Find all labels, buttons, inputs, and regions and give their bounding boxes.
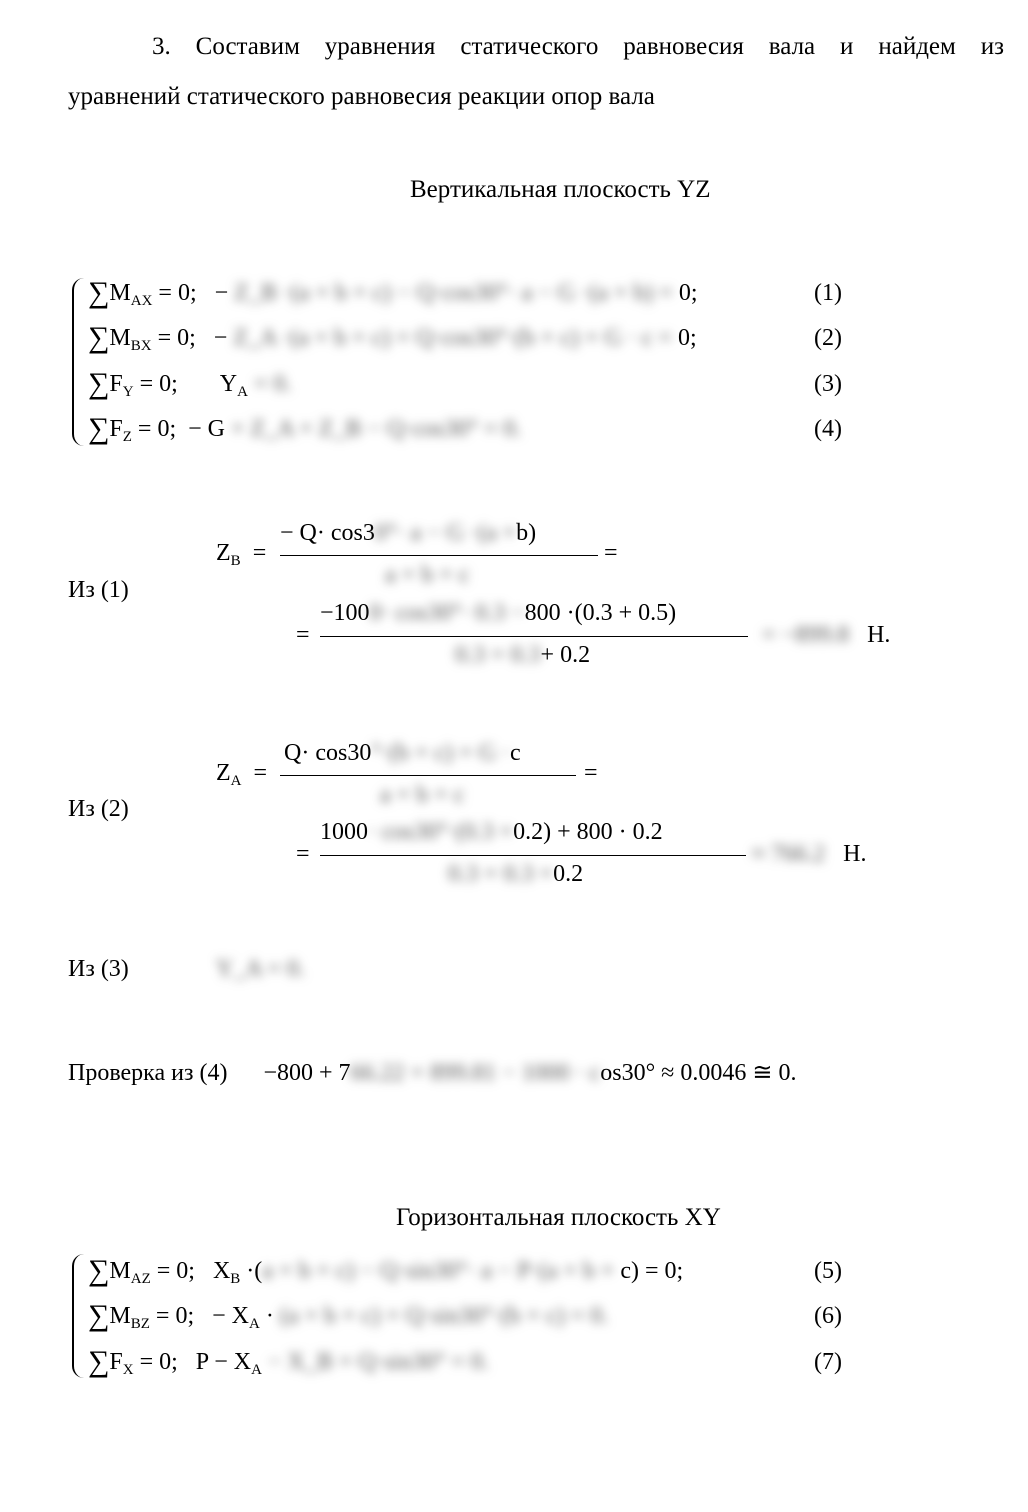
check-end: os30° ≈ 0.0046 ≅ 0. — [600, 1060, 797, 1086]
check-start: −800 + 7 — [263, 1060, 351, 1086]
lhs-subscript: Z — [122, 429, 132, 445]
equation-3 — [88, 367, 292, 401]
blurred-text: = −899.8 — [762, 622, 850, 648]
sum-symbol: ∑ — [88, 1254, 110, 1287]
sum-symbol: ∑ — [88, 412, 110, 445]
blurred-text: °·(b + c) + G · — [371, 740, 510, 766]
equation-number-6: (6) — [814, 1303, 842, 1329]
equals-zero: = 0; — [139, 1349, 178, 1375]
lhs-symbol: M — [109, 325, 131, 351]
lhs-symbol: M — [109, 1303, 131, 1329]
numerator-end: c — [509, 740, 521, 766]
from-1-denominator — [385, 562, 469, 589]
equation-start: Y — [219, 371, 238, 397]
blurred-text: a + b + c — [385, 562, 470, 588]
numerator-visible: Q· cos30 — [284, 740, 372, 766]
start-subscript: A — [248, 1316, 260, 1332]
blurred-text: 0°· a − G ·(a + — [374, 520, 517, 546]
fraction-line — [280, 555, 598, 556]
blurred-text: + Z_A + Z_B − Q·cos30° = 0. — [231, 416, 522, 442]
lhs-subscript: BX — [130, 338, 152, 354]
vertical-plane-heading: Вертикальная плоскость YZ — [410, 176, 711, 203]
blurred-text: 0.3 + 0.3 + — [448, 861, 554, 887]
from-1-line2-denominator — [455, 642, 590, 669]
numerator-start: 1000 — [320, 819, 368, 845]
numerator-start: −100 — [320, 600, 370, 626]
blurred-text: = 0. — [253, 371, 292, 397]
sum-symbol: ∑ — [88, 276, 110, 309]
blurred-text: Z_A ·(a + b + c) + Q·cos30°·(b + c) + G · c = — [233, 325, 673, 351]
equation-5 — [88, 1254, 683, 1288]
blurred-text: · cos30°·(0.3 + — [368, 819, 514, 845]
lhs-symbol: M — [109, 1258, 131, 1284]
blurred-text: (a + b + c) + Q·sin30°·(b + c) = 0. — [279, 1303, 609, 1329]
equals-sign: = — [252, 540, 267, 566]
equation-number-5: (5) — [814, 1258, 842, 1284]
equals-zero: = 0; — [139, 371, 178, 397]
equation-number-7: (7) — [814, 1349, 842, 1375]
equation-number-3: (3) — [814, 371, 842, 397]
denominator-end: 0.2 — [553, 861, 584, 887]
lhs-symbol: M — [109, 280, 131, 306]
unit: Н. — [843, 841, 867, 867]
variable: Z — [216, 540, 231, 566]
equation-number-4: (4) — [814, 416, 842, 442]
system-brace-horizontal — [72, 1254, 88, 1378]
equation-end: 0; — [678, 280, 698, 306]
blurred-text: Y_A = 0. — [216, 956, 305, 982]
intro-line-2: уравнений статического равновесия реакции опор вала — [68, 83, 655, 110]
lhs-subscript: AX — [130, 293, 153, 309]
sum-symbol: ∑ — [88, 367, 110, 400]
start-subscript: A — [237, 384, 248, 400]
blurred-text: − X_B + Q·sin30° = 0. — [267, 1349, 489, 1375]
start-subscript: A — [251, 1362, 262, 1378]
from-2-trailing-equals: = — [584, 760, 598, 786]
numerator-end: b) — [516, 520, 537, 546]
from-1-label: Из (1) — [68, 577, 129, 603]
variable-subscript: B — [230, 553, 241, 569]
from-2-denominator — [380, 782, 464, 809]
from-3-label: Из (3) — [68, 956, 129, 982]
equation-end: c) = 0; — [620, 1258, 684, 1284]
from-1-line2-equals: = — [296, 622, 310, 648]
from-2-numerator — [284, 740, 521, 767]
equation-start: X — [212, 1258, 231, 1284]
denominator-end: + 0.2 — [540, 642, 591, 668]
start-tail: ·( — [240, 1258, 263, 1284]
from-2-line2-numerator — [320, 819, 663, 846]
variable-subscript: A — [230, 773, 242, 789]
numerator-visible: − Q· cos3 — [280, 520, 375, 546]
lhs-symbol: F — [109, 1349, 123, 1375]
equation-number-2: (2) — [814, 325, 842, 351]
from-1-trailing-equals: = — [604, 540, 618, 566]
from-1-numerator — [280, 520, 536, 547]
from-2-line2-denominator — [448, 861, 583, 888]
equation-start: P − X — [195, 1349, 252, 1375]
equals-zero: = 0; — [158, 280, 197, 306]
fraction-line — [320, 855, 746, 856]
equation-7 — [88, 1345, 489, 1379]
intro-paragraph — [68, 22, 1004, 122]
from-2-label: Из (2) — [68, 796, 129, 822]
equation-start: − X — [212, 1303, 249, 1329]
blurred-text: Z_B ·(a + b + c) − Q·cos30°· a − G ·(a + b) = — [234, 280, 673, 306]
equation-number-1: (1) — [814, 280, 842, 306]
blurred-text: a + b + c) − Q·sin30°· a − P·(a + b + — [262, 1258, 615, 1284]
system-brace-vertical — [72, 278, 88, 446]
sum-symbol: ∑ — [88, 321, 110, 354]
from-1-variable — [216, 540, 266, 570]
numerator-end: 0.2) + 800 · 0.2 — [513, 819, 663, 845]
from-1-line2-numerator — [320, 600, 676, 627]
start-tail: · — [259, 1303, 274, 1329]
horizontal-plane-heading: Горизонтальная плоскость XY — [396, 1204, 721, 1231]
unit: Н. — [867, 622, 891, 648]
equation-start: − G — [188, 416, 225, 442]
equation-start: − — [213, 325, 228, 351]
lhs-symbol: F — [109, 371, 123, 397]
sum-symbol: ∑ — [88, 1299, 110, 1332]
lhs-subscript: X — [122, 1362, 134, 1378]
start-subscript: B — [230, 1271, 241, 1287]
check-label: Проверка из (4) — [68, 1060, 228, 1086]
equals-zero: = 0; — [137, 416, 177, 442]
from-2-line2-equals: = — [296, 841, 310, 867]
equation-1 — [88, 276, 698, 310]
from-1-result — [762, 622, 890, 649]
lhs-subscript: BZ — [130, 1316, 150, 1332]
blurred-text: a + b + c — [380, 782, 465, 808]
sum-symbol: ∑ — [88, 1345, 110, 1378]
blurred-text: ≈ 766.2 — [752, 841, 826, 867]
equation-6 — [88, 1299, 608, 1333]
intro-line-1: 3. Составим уравнения статического равновесия вала и найдем из — [152, 33, 1004, 60]
equation-end: 0; — [678, 325, 697, 351]
lhs-subscript: Y — [122, 384, 134, 400]
equals-zero: = 0; — [157, 325, 196, 351]
lhs-subscript: AZ — [130, 1271, 151, 1287]
blurred-text: 66.22 + 899.81 − 1000 · c — [350, 1060, 601, 1086]
equals-zero: = 0; — [156, 1258, 195, 1284]
equation-start: − — [214, 280, 229, 306]
check-line — [68, 1058, 796, 1087]
fraction-line — [320, 636, 748, 637]
equals-sign: = — [253, 760, 268, 786]
equation-4 — [88, 412, 521, 446]
lhs-symbol: F — [109, 416, 123, 442]
from-2-variable — [216, 760, 267, 790]
from-2-result — [752, 841, 867, 868]
equals-zero: = 0; — [155, 1303, 195, 1329]
blurred-text: 0.3 + 0.3 — [455, 642, 541, 668]
variable: Z — [216, 760, 231, 786]
from-3-expression — [216, 956, 305, 983]
numerator-end: 800 ·(0.3 + 0.5) — [524, 600, 677, 626]
equation-2 — [88, 321, 697, 355]
fraction-line — [280, 775, 576, 776]
blurred-text: 0· cos30°· 0.3 − — [369, 600, 525, 626]
